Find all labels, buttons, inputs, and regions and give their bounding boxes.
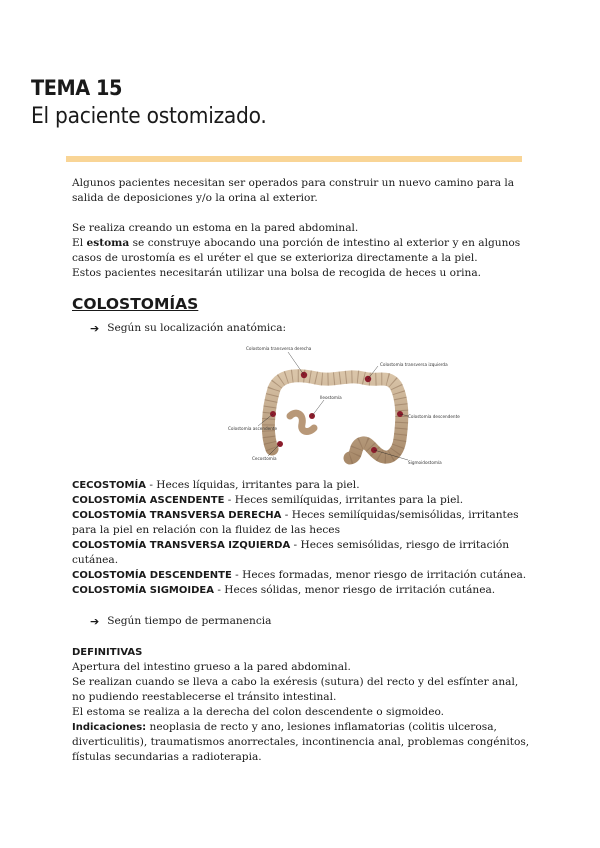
intro-paragraph-2: Se realiza creando un estoma en la pared abdominal.: [72, 222, 359, 234]
type-term: COLOSTOMÍA TRANSVERSA DERECHA: [72, 510, 282, 521]
type-cecostomia: [72, 478, 530, 493]
type-transversa-izquierda: [72, 538, 530, 568]
label-cecostomia: Cecostomía: [252, 456, 277, 461]
definitivas-line-2: Se realizan cuando se lleva a cabo la exéresis (sutura) del recto y del esfínter anal, no pudiendo reestablecerse el tránsito intestinal.: [72, 676, 519, 703]
definitivas-line-1: Apertura del intestino grueso a la pared abdominal.: [72, 661, 351, 673]
bullet-localizacion: [90, 321, 530, 336]
label-sigmoidostomia: Sigmoidostomía: [408, 460, 442, 465]
type-transversa-derecha: [72, 508, 530, 538]
type-sigmoidea: [72, 583, 530, 598]
type-desc: - Heces formadas, menor riesgo de irritación cutánea.: [231, 569, 527, 581]
indicaciones-paragraph: [72, 720, 530, 765]
intro-p3-pre: El: [72, 237, 87, 249]
indicaciones-text: neoplasia de recto y ano, lesiones inflamatorias (colitis ulcerosa, diverticulitis), traumatismos anorrectales, incontinencia anal, problemas congénitos, fístulas secundarias a radioterapia.: [72, 721, 530, 763]
type-term: COLOSTOMÍA SIGMOIDEA: [72, 585, 214, 596]
bullet-label: Según tiempo de permanencia: [107, 615, 272, 627]
label-ileostomia: Ileostomía: [320, 395, 342, 400]
definitivas-line-3: El estoma se realiza a la derecha del colon descendente o sigmoideo.: [72, 706, 445, 718]
type-desc: - Heces semilíquidas, irritantes para la piel.: [224, 494, 464, 506]
topic-number: TEMA 15: [31, 76, 122, 100]
type-desc: - Heces semilíquidas/semisólidas, irritantes para la piel en relación con la fluidez de las heces: [72, 509, 519, 536]
indicaciones-label: Indicaciones:: [72, 722, 147, 733]
label-transversa-derecha: Colostomía transversa derecha: [246, 346, 312, 351]
document-body: [72, 176, 530, 765]
intro-paragraph-1: Algunos pacientes necesitan ser operados para construir un nuevo camino para la salida de deposiciones y/o la orina al exterior.: [72, 177, 515, 204]
label-descendente: Colostomía descendente: [408, 414, 460, 419]
colon-illustration: [228, 344, 468, 474]
colostomy-types-list: [72, 478, 530, 598]
bullet-label: Según su localización anatómica:: [107, 322, 287, 334]
type-term: CECOSTOMÍA: [72, 480, 146, 491]
definitivas-heading: DEFINITIVAS: [72, 647, 143, 658]
type-term: COLOSTOMÍA TRANSVERSA IZQUIERDA: [72, 540, 291, 551]
intro-p3-post: se construye abocando una porción de intestino al exterior y en algunos casos de urostomía es el uréter el que se exterioriza directamente a la piel.: [72, 237, 521, 264]
bullet-permanencia: [90, 614, 530, 629]
colon-diagram: [228, 344, 468, 474]
type-desc: - Heces líquidas, irritantes para la piel.: [145, 479, 360, 491]
type-term: COLOSTOMÍA ASCENDENTE: [72, 495, 225, 506]
label-ascendente: Colostomía ascendente: [228, 426, 278, 431]
type-ascendente: [72, 493, 530, 508]
page-title: El paciente ostomizado.: [31, 104, 267, 129]
arrow-icon: ➔: [90, 615, 100, 628]
title-block: [31, 74, 287, 132]
estoma-term: estoma: [86, 237, 130, 249]
intro-paragraph-3: [72, 236, 530, 266]
title-underline-bar: [66, 156, 522, 162]
type-desc: - Heces sólidas, menor riesgo de irritación cutánea.: [213, 584, 496, 596]
intro-paragraph-4: Estos pacientes necesitarán utilizar una bolsa de recogida de heces u orina.: [72, 267, 482, 279]
section-title-colostomias: COLOSTOMÍAS: [72, 295, 199, 313]
type-descendente: [72, 568, 530, 583]
label-transversa-izquierda: Colostomía transversa izquierda: [380, 362, 448, 367]
arrow-icon: ➔: [90, 322, 100, 335]
type-desc: - Heces semisólidas, riesgo de irritación cutánea.: [72, 539, 510, 566]
type-term: COLOSTOMÍA DESCENDENTE: [72, 570, 232, 581]
